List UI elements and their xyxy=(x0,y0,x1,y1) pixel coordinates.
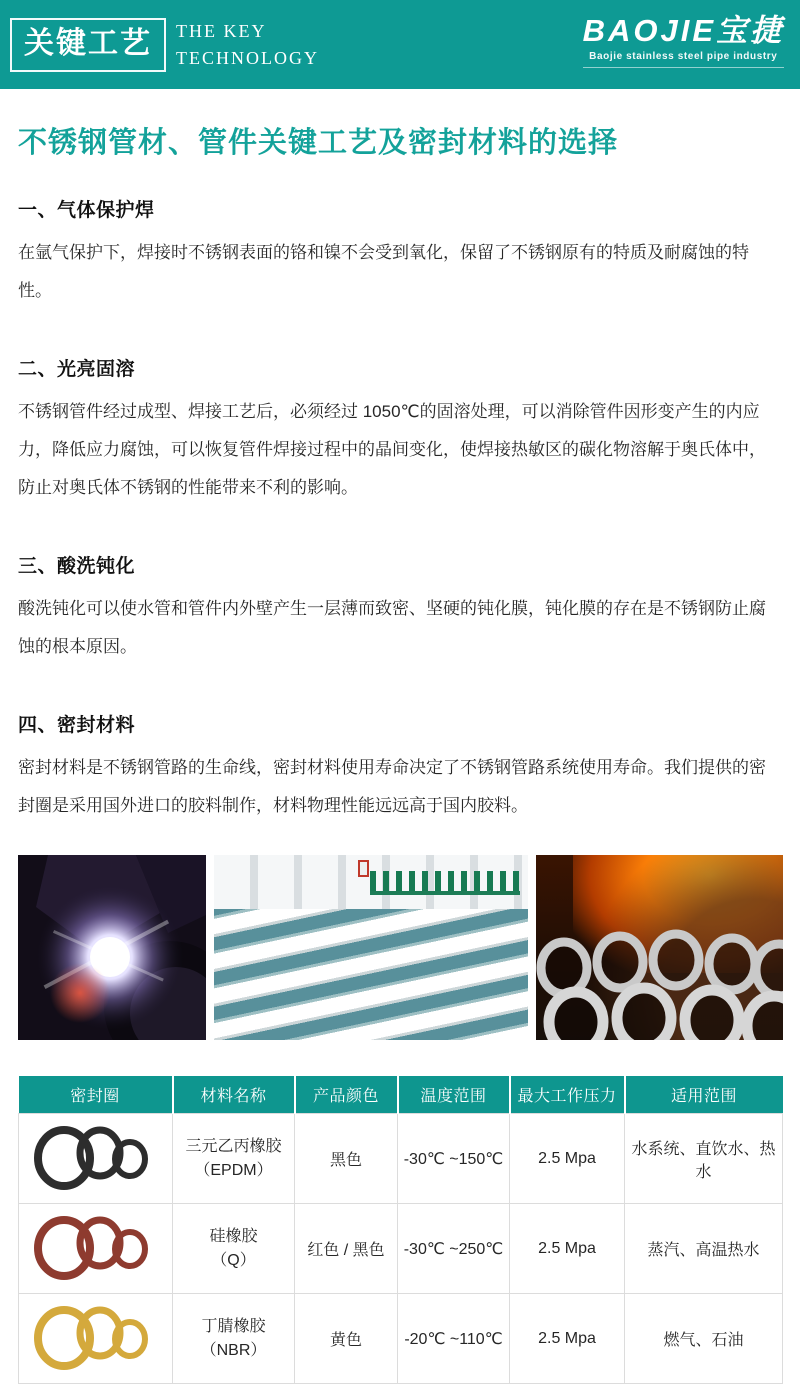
page-title: 不锈钢管材、管件关键工艺及密封材料的选择 xyxy=(18,127,619,159)
material-code: （EPDM） xyxy=(194,1161,273,1179)
annealed-pipe-fittings-photo xyxy=(536,855,783,1040)
section-body: 酸洗钝化可以使水管和管件内外壁产生一层薄而致密、坚硬的钝化膜，钝化膜的存在是不锈钢防止腐蚀的根本原因。 xyxy=(18,598,766,656)
logo-underline xyxy=(583,67,784,68)
banner-subtitle-line1: THE KEY xyxy=(176,21,267,42)
application-cell: 水系统、直饮水、热水 xyxy=(625,1114,783,1204)
col-header-material-name: 材料名称 xyxy=(173,1076,295,1114)
section-body: 密封材料是不锈钢管路的生命线，密封材料使用寿命决定了不锈钢管路系统使用寿命。我们提供的密封圈是采用国外进口的胶料制作，材料物理性能远远高于国内胶料。 xyxy=(18,757,766,815)
table-row-epdm xyxy=(19,1114,783,1204)
photo-strip xyxy=(18,855,782,1040)
top-banner xyxy=(0,0,800,89)
sealing-ring-spec-table xyxy=(18,1076,783,1384)
section-body: 在氩气保护下，焊接时不锈钢表面的铬和镍不会受到氧化，保留了不锈钢原有的特质及耐腐蚀的特性。 xyxy=(18,242,749,300)
section-heading: 一、气体保护焊 xyxy=(18,199,155,221)
section-sealing-material xyxy=(18,710,782,825)
product-color-cell: 黑色 xyxy=(295,1114,398,1204)
temp-range-cell: -30℃ ~150℃ xyxy=(398,1114,510,1204)
application-cell: 蒸汽、高温热水 xyxy=(625,1204,783,1294)
col-header-max-pressure: 最大工作压力 xyxy=(510,1076,625,1114)
key-technology-badge: 关键工艺 xyxy=(10,18,166,72)
o-rings-black-illustration xyxy=(26,1116,166,1196)
silicone-o-rings-image xyxy=(19,1204,173,1294)
product-color-cell: 红色 / 黑色 xyxy=(295,1204,398,1294)
col-header-temp-range: 温度范围 xyxy=(398,1076,510,1114)
material-name: 硅橡胶 xyxy=(209,1227,258,1245)
product-color-cell: 黄色 xyxy=(295,1294,398,1384)
baojie-logo xyxy=(583,14,784,68)
section-body: 不锈钢管件经过成型、焊接工艺后，必须经过 1050℃的固溶处理，可以消除管件因形变产生的内应力，降低应力腐蚀，可以恢复管件焊接过程中的晶间变化，使焊接热敏区的碳化物溶解于奥氏体中，防止对奥氏体不锈钢的性能带来不利的影响。 xyxy=(18,401,766,497)
page-content xyxy=(0,126,800,1384)
baojie-logo-wordmark: BAOJIE宝捷 xyxy=(582,13,784,48)
col-header-seal-ring: 密封圈 xyxy=(19,1076,173,1114)
section-pickling-passivation xyxy=(18,551,782,666)
section-heading: 四、密封材料 xyxy=(18,714,136,736)
max-pressure-cell: 2.5 Mpa xyxy=(510,1114,625,1204)
application-cell: 燃气、石油 xyxy=(625,1294,783,1384)
wall-sign-illustration xyxy=(358,860,369,877)
epdm-o-rings-image xyxy=(19,1114,173,1204)
banner-subtitle xyxy=(176,18,319,70)
green-racks-illustration xyxy=(370,871,520,895)
section-heading: 三、酸洗钝化 xyxy=(18,555,136,577)
o-rings-yellow-illustration xyxy=(26,1296,166,1376)
table-row-nbr xyxy=(19,1294,783,1384)
col-header-application: 适用范围 xyxy=(625,1076,783,1114)
gas-shielded-welding-photo xyxy=(18,855,206,1040)
material-name-cell xyxy=(173,1114,295,1204)
section-gas-shielded-welding xyxy=(18,195,782,310)
nbr-o-rings-image xyxy=(19,1294,173,1384)
col-header-product-color: 产品颜色 xyxy=(295,1076,398,1114)
banner-subtitle-line2: TECHNOLOGY xyxy=(176,47,319,68)
welding-arc-illustration xyxy=(18,855,206,1040)
temp-range-cell: -20℃ ~110℃ xyxy=(398,1294,510,1384)
material-name-cell xyxy=(173,1204,295,1294)
solution-treatment-line-photo xyxy=(214,855,528,1040)
max-pressure-cell: 2.5 Mpa xyxy=(510,1204,625,1294)
section-heading: 二、光亮固溶 xyxy=(18,358,136,380)
steel-pipe-rings-illustration xyxy=(536,926,783,1040)
table-header-row xyxy=(19,1076,783,1114)
baojie-logo-tagline: Baojie stainless steel pipe industry xyxy=(589,51,778,63)
max-pressure-cell: 2.5 Mpa xyxy=(510,1294,625,1384)
material-name: 三元乙丙橡胶 xyxy=(185,1137,282,1155)
material-name-cell xyxy=(173,1294,295,1384)
section-bright-solution xyxy=(18,354,782,507)
material-name: 丁腈橡胶 xyxy=(201,1317,266,1335)
table-row-silicone xyxy=(19,1204,783,1294)
o-rings-red-illustration xyxy=(26,1206,166,1286)
temp-range-cell: -30℃ ~250℃ xyxy=(398,1204,510,1294)
material-code: （Q） xyxy=(211,1251,256,1269)
material-code: （NBR） xyxy=(200,1341,267,1359)
